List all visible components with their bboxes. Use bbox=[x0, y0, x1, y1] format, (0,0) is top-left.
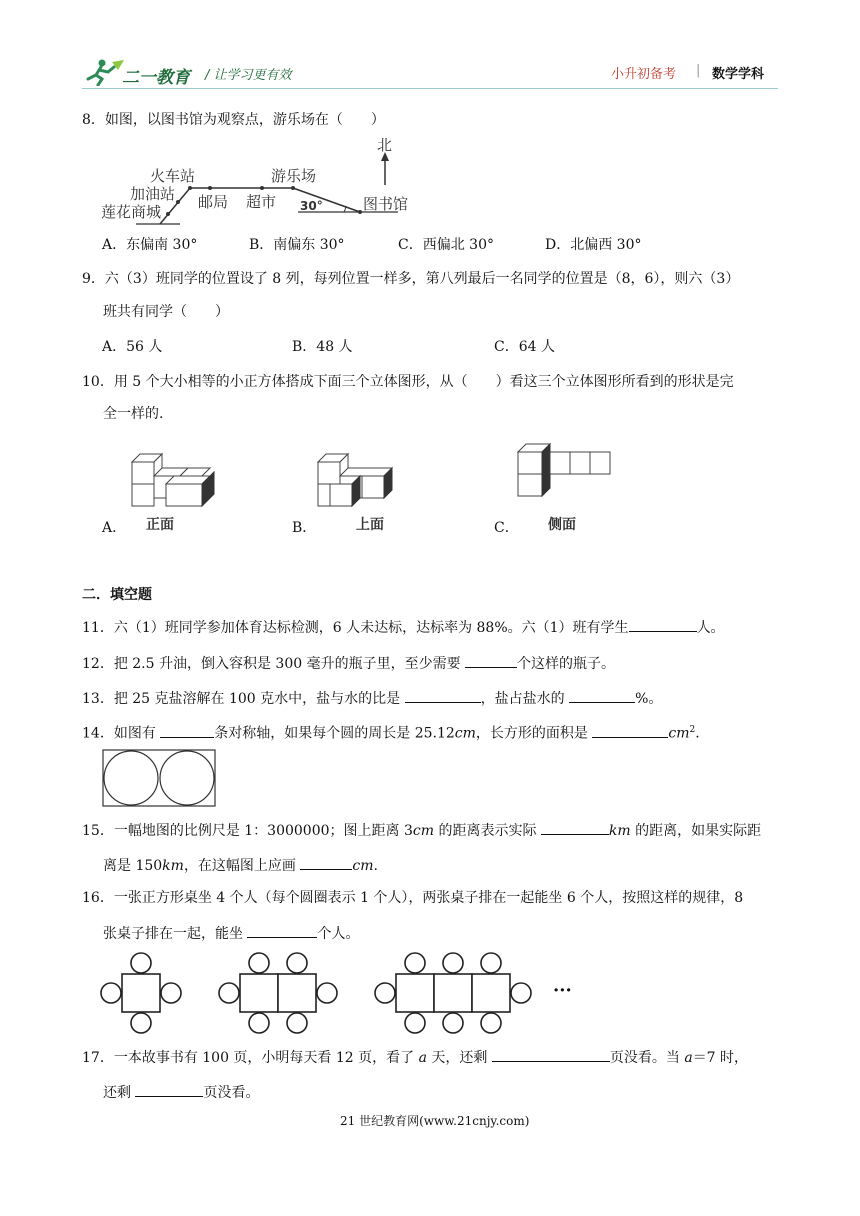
map-amusement-park: 游乐场 bbox=[271, 167, 317, 185]
q8-option-a[interactable]: A．东偏南 30° bbox=[102, 237, 198, 253]
q17-text-end: ＝7 时， bbox=[692, 1050, 749, 1066]
question-17-line1 bbox=[82, 1046, 748, 1068]
q14-rectangle-circles-figure bbox=[102, 749, 216, 807]
q12-text: 12．把 2.5 升油，倒入容积是 300 毫升的瓶子里，至少需要 bbox=[82, 656, 466, 672]
q17-text-mid: 天，还剩 bbox=[426, 1050, 492, 1066]
question-16-line1: 16．一张正方形桌坐 4 个人（每个圆圈表示 1 个人），两张桌子排在一起能坐 6 个人，按照这样的规律，8 bbox=[82, 890, 744, 906]
subject-label: 数学学科 bbox=[712, 67, 765, 82]
question-17-line2 bbox=[103, 1081, 259, 1103]
question-9-line2: 班共有同学（ ） bbox=[103, 304, 229, 320]
map-supermarket: 超市 bbox=[246, 193, 277, 211]
q15-text-mid: 的距离表示实际 bbox=[434, 823, 541, 839]
q14-unit-cm2: cm bbox=[668, 725, 690, 742]
header-rule bbox=[82, 88, 778, 89]
map-library: 图书馆 bbox=[363, 195, 409, 213]
q17-value-blank[interactable] bbox=[135, 1081, 203, 1097]
question-10-line1: 10．用 5 个大小相等的小正方体搭成下面三个立体图形，从（ ）看这三个立体图形所看到的形状是完 bbox=[82, 374, 734, 390]
map-angle: 30° bbox=[300, 199, 323, 213]
q17-text: 17．一本故事书有 100 页，小明每天看 12 页，看了 bbox=[82, 1050, 419, 1066]
q15-cm-blank[interactable] bbox=[300, 854, 352, 870]
q14-axes-blank[interactable] bbox=[160, 722, 214, 738]
q13-text-end: %。 bbox=[635, 691, 663, 707]
q13-text: 13．把 25 克盐溶解在 100 克水中，盐与水的比是 bbox=[82, 691, 405, 707]
q10-view-label-side: 侧面 bbox=[548, 517, 576, 533]
q10-figure-b bbox=[316, 438, 406, 510]
q16-text-end: 个人。 bbox=[317, 926, 360, 942]
q14-text-mid2: ，长方形的面积是 bbox=[475, 725, 593, 742]
q13-text-mid: ，盐占盐水的 bbox=[480, 691, 570, 707]
q17-expression-blank[interactable] bbox=[492, 1046, 610, 1062]
q10-option-b[interactable]: B． bbox=[292, 520, 317, 536]
q17-var-a2: a bbox=[684, 1050, 693, 1066]
q15-text2-mid: ，在这幅图上应画 bbox=[183, 858, 301, 874]
question-11 bbox=[82, 616, 725, 638]
q15-text-end: 的距离，如果实际距 bbox=[630, 823, 762, 839]
q10-option-a[interactable]: A． bbox=[102, 520, 127, 536]
q14-text-mid: 条对称轴，如果每个圆的周长是 25.12 bbox=[214, 725, 455, 742]
q16-ellipsis: ··· bbox=[553, 980, 572, 1001]
q16-tables-figure bbox=[100, 952, 590, 1034]
q12-text-end: 个这样的瓶子。 bbox=[517, 656, 616, 672]
map-lotus-mall: 莲花商城 bbox=[101, 203, 162, 221]
section-2-title: 二．填空题 bbox=[82, 587, 152, 603]
question-15-line1 bbox=[82, 819, 761, 841]
question-12 bbox=[82, 652, 615, 674]
q10-figure-a bbox=[130, 438, 220, 510]
q15-text2: 离是 150 bbox=[103, 858, 163, 874]
question-15-line2 bbox=[103, 854, 378, 876]
q8-option-b[interactable]: B．南偏东 30° bbox=[249, 237, 345, 253]
q11-text-end: 人。 bbox=[696, 620, 725, 636]
logo-text: 二一教育 bbox=[122, 68, 190, 88]
logo-runner-icon bbox=[82, 58, 126, 86]
header-divider: | bbox=[696, 63, 701, 78]
q15-unit-cm2: cm bbox=[352, 858, 374, 874]
q15-km-blank[interactable] bbox=[541, 819, 609, 835]
question-10-line2: 全一样的. bbox=[103, 406, 164, 422]
q8-option-d[interactable]: D．北偏西 30° bbox=[545, 237, 642, 253]
q14-unit-sup: 2 bbox=[689, 725, 696, 735]
map-post-office: 邮局 bbox=[198, 193, 229, 211]
q11-text: 11．六（1）班同学参加体育达标检测，6 人未达标，达标率为 88%。六（1）班有学生 bbox=[82, 620, 629, 636]
q8-option-c[interactable]: C．西偏北 30° bbox=[398, 237, 494, 253]
q15-text: 15．一幅地图的比例尺是 1：3000000；图上距离 3 bbox=[82, 823, 413, 839]
q16-text: 张桌子排在一起，能坐 bbox=[103, 926, 248, 942]
question-13 bbox=[82, 687, 662, 709]
exam-label: 小升初备考 bbox=[611, 67, 677, 82]
q13-ratio-blank[interactable] bbox=[405, 687, 481, 703]
map-gas-station: 加油站 bbox=[130, 185, 176, 203]
question-9-line1: 9．六（3）班同学的位置设了 8 列，每列位置一样多，第八列最后一名同学的位置是（8，6），则六（3） bbox=[82, 271, 740, 287]
q15-unit-cm: cm bbox=[412, 823, 435, 839]
question-14 bbox=[82, 720, 700, 744]
question-8: 8．如图，以图书馆为观察点，游乐场在（ ） bbox=[82, 112, 385, 128]
q10-view-label-top: 上面 bbox=[356, 517, 384, 533]
q14-text: 14．如图有 bbox=[82, 725, 161, 742]
q17-text2: 还剩 bbox=[103, 1085, 136, 1101]
q13-percent-blank[interactable] bbox=[569, 687, 635, 703]
q17-text2-end: 页没看。 bbox=[203, 1085, 260, 1101]
q9-option-c[interactable]: C．64 人 bbox=[494, 339, 555, 355]
q10-option-c[interactable]: C． bbox=[494, 520, 519, 536]
q14-area-blank[interactable] bbox=[592, 722, 668, 738]
map-train-station: 火车站 bbox=[150, 167, 196, 185]
question-16-line2 bbox=[103, 922, 359, 944]
q9-option-b[interactable]: B．48 人 bbox=[292, 339, 353, 355]
q15-text2-end: . bbox=[373, 858, 378, 874]
q17-text-mid2: 页没看。当 bbox=[609, 1050, 685, 1066]
slogan: / 让学习更有效 bbox=[205, 68, 292, 83]
q12-answer-blank[interactable] bbox=[465, 652, 517, 668]
q10-figure-c bbox=[516, 438, 616, 502]
q9-option-a[interactable]: A．56 人 bbox=[102, 339, 163, 355]
q15-unit-km2: km bbox=[162, 858, 184, 874]
map-north-label: 北 bbox=[377, 136, 393, 154]
footer: 21 世纪教育网(www.21cnjy.com) bbox=[340, 1114, 530, 1128]
q16-answer-blank[interactable] bbox=[247, 922, 317, 938]
q14-text-end: . bbox=[695, 725, 700, 742]
q17-var-a: a bbox=[418, 1050, 427, 1066]
q14-unit-cm: cm bbox=[454, 725, 476, 742]
q11-answer-blank[interactable] bbox=[629, 616, 697, 632]
q10-view-label-front: 正面 bbox=[146, 517, 174, 533]
q15-unit-km: km bbox=[608, 823, 631, 839]
